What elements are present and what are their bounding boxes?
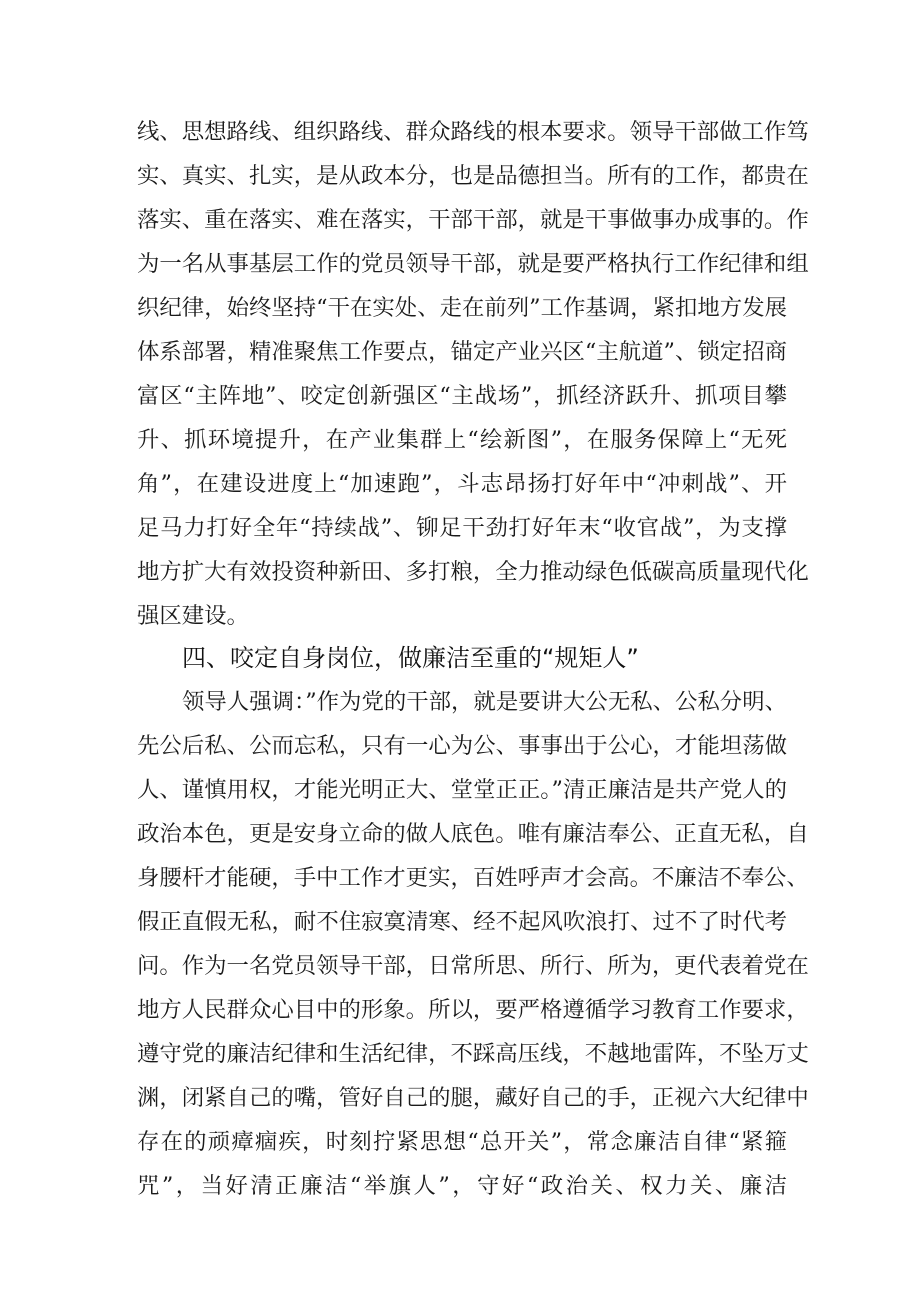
paragraph-line: 织纪律，始终坚持“干在实处、走在前列”工作基调，紧扣地方发展 (137, 295, 787, 321)
paragraph-line: 领导人强调：”作为党的干部，就是要讲大公无私、公私分明、 (182, 689, 787, 715)
paragraph-line: 遵守党的廉洁纪律和生活纪律，不踩高压线，不越地雷阵，不坠万丈 (137, 1041, 809, 1067)
paragraph-line: 线、思想路线、组织路线、群众路线的根本要求。领导干部做工作笃 (137, 119, 809, 145)
paragraph-line: 咒”，当好清正廉洁“举旗人”，守好“政治关、权力关、廉洁 (137, 1173, 787, 1199)
paragraph-line: 问。作为一名党员领导干部，日常所思、所行、所为，更代表着党在 (137, 953, 809, 979)
paragraph-line: 地方人民群众心目中的形象。所以，要严格遵循学习教育工作要求， (137, 997, 809, 1023)
paragraph-line: 存在的顽瘴痼疾，时刻拧紧思想“总开关”，常念廉洁自律“紧箍 (137, 1129, 787, 1155)
paragraph-line: 政治本色，更是安身立命的做人底色。唯有廉洁奉公、正直无私，自 (137, 821, 809, 847)
paragraph-line: 人、谨慎用权，才能光明正大、堂堂正正。”清正廉洁是共产党人的 (137, 777, 787, 803)
paragraph-line: 强区建设。 (137, 603, 249, 629)
paragraph-line: 为一名从事基层工作的党员领导干部，就是要严格执行工作纪律和组 (137, 251, 809, 277)
paragraph-line: 落实、重在落实、难在落实，干部干部，就是干事做事办成事的。作 (137, 207, 809, 233)
paragraph-line: 升、抓环境提升，在产业集群上“绘新图”，在服务保障上“无死 (137, 427, 787, 453)
paragraph-line: 角”，在建设进度上“加速跑”，斗志昂扬打好年中“冲刺战”、开 (137, 471, 787, 497)
paragraph-line: 足马力打好全年“持续战”、铆足干劲打好年末“收官战”，为支撑 (137, 515, 787, 541)
paragraph-line: 实、真实、扎实，是从政本分，也是品德担当。所有的工作，都贵在 (137, 163, 809, 189)
paragraph-line: 渊，闭紧自己的嘴，管好自己的腿，藏好自己的手，正视六大纪律中 (137, 1085, 809, 1111)
paragraph-line: 身腰杆才能硬，手中工作才更实，百姓呼声才会高。不廉洁不奉公、 (137, 865, 809, 891)
section-heading: 四、咬定自身岗位，做廉洁至重的“规矩人” (182, 644, 639, 672)
paragraph-line: 富区“主阵地”、咬定创新强区“主战场”，抓经济跃升、抓项目攀 (137, 383, 787, 409)
paragraph-line: 体系部署，精准聚焦工作要点，锚定产业兴区“主航道”、锁定招商 (137, 339, 787, 365)
paragraph-line: 假正直假无私，耐不住寂寞清寒、经不起风吹浪打、过不了时代考 (137, 909, 787, 935)
paragraph-line: 先公后私、公而忘私，只有一心为公、事事出于公心，才能坦荡做 (137, 733, 787, 759)
paragraph-line: 地方扩大有效投资种新田、多打粮，全力推动绿色低碳高质量现代化 (137, 559, 809, 585)
